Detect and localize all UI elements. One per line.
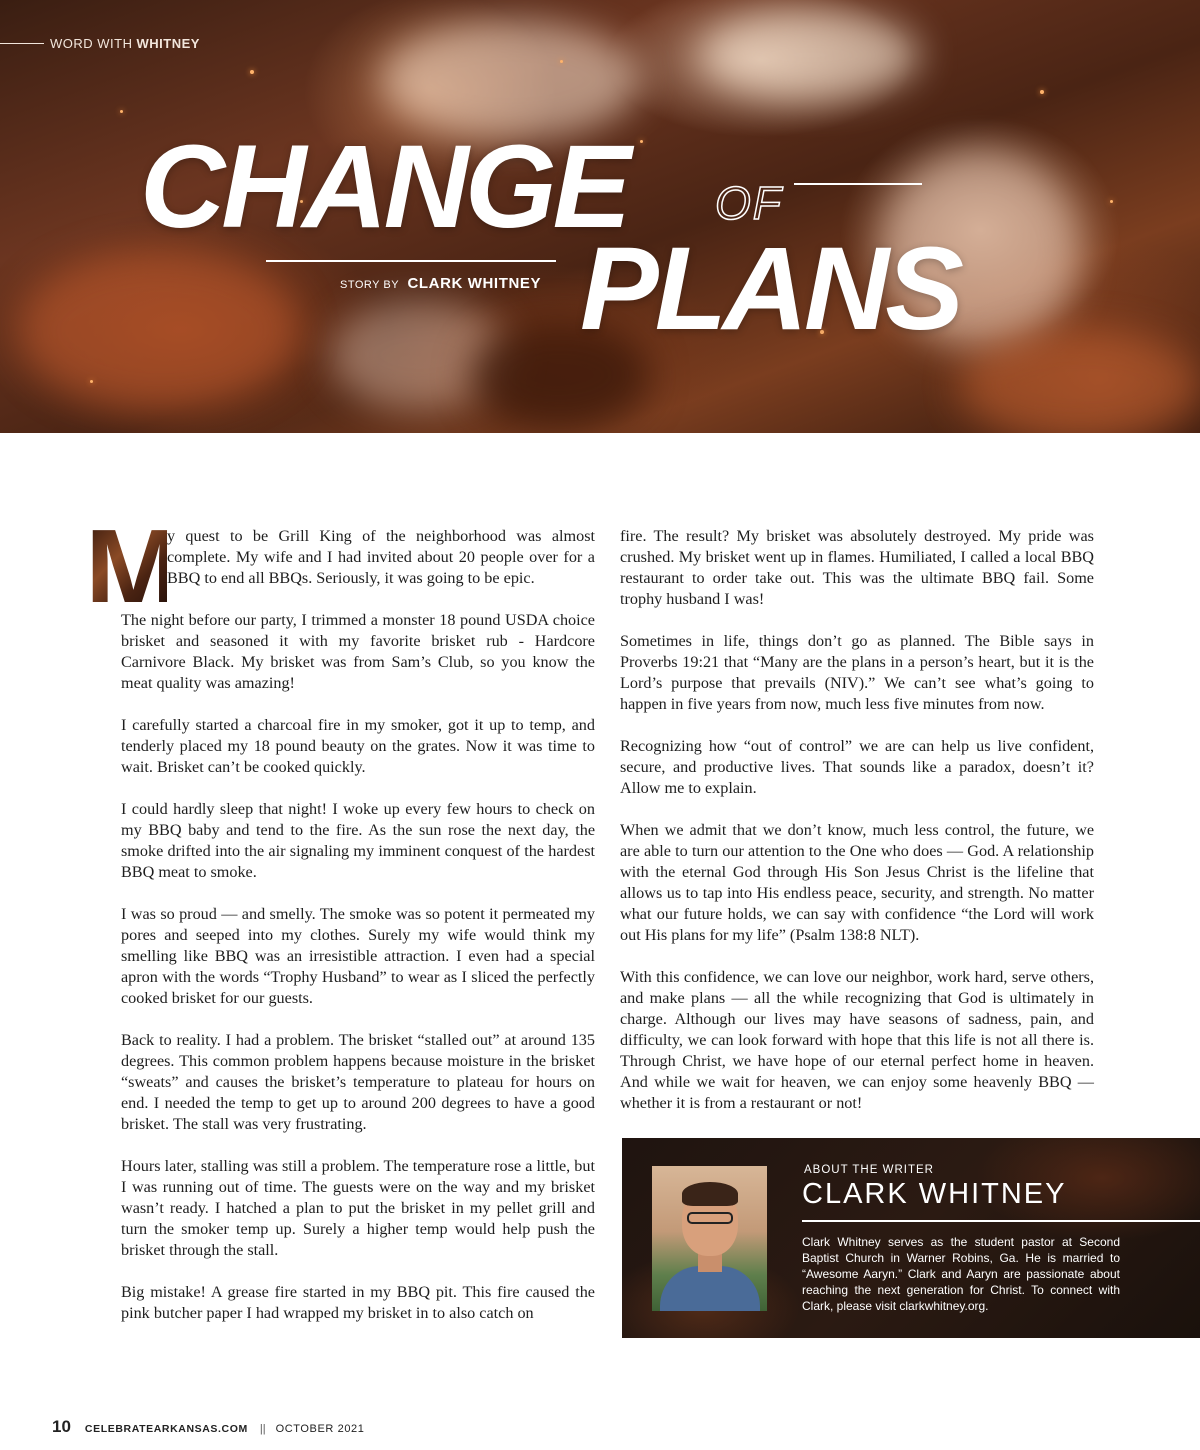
article-paragraph: I carefully started a charcoal fire in my smoker, got it up to temp, and tenderly placed my 18 pound beauty on the grates. Now it was time to wait. Brisket can’t be cooked quickly. bbox=[121, 716, 595, 776]
article-paragraph: When we admit that we don’t know, much less control, the future, we are able to turn our attention to the One who does — God. A relationship with the eternal God through His Son Jesus Christ is the lifeline that allows us to tap into His endless peace, security, and strength. No matter what our future holds, we can say with confidence “the Lord will work out His plans for my life” (Psalm 138:8 NLT). bbox=[620, 821, 1094, 944]
footer-separator: || bbox=[259, 1423, 266, 1435]
about-writer-bio: Clark Whitney serves as the student pastor at Second Baptist Church in Warner Robins, Ga. He is married to “Awesome Aaryn.” Clark and Aaryn are passionate about reaching the next generation for Christ. To connect with Clark, please visit clarkwhitney.org. bbox=[802, 1235, 1120, 1313]
byline-author: CLARK WHITNEY bbox=[407, 275, 542, 292]
article-paragraph: Back to reality. I had a problem. The brisket “stalled out” at around 135 degrees. This common problem happens because moisture in the brisket “sweats” and causes the brisket’s temperature to plateau for hours on end. I needed the temp to get up to around 200 degrees to have a good brisket. The stall was very frustrating. bbox=[121, 1031, 595, 1133]
about-writer-label: ABOUT THE WRITER bbox=[804, 1164, 934, 1176]
article-paragraph: fire. The result? My brisket was absolutely destroyed. My pride was crushed. My brisket went up in flames. Humiliated, I called a local BBQ restaurant to order take out. This was the ultimate BBQ fail. Some trophy husband I was! bbox=[620, 527, 1094, 608]
section-tag bbox=[0, 36, 200, 50]
section-tag-light: WORD WITH bbox=[50, 35, 133, 51]
byline bbox=[340, 275, 541, 293]
section-tag-rule bbox=[0, 43, 44, 44]
article-paragraph: The night before our party, I trimmed a monster 18 pound USDA choice brisket and seasoned it with my favorite brisket rub - Hardcore Carnivore Black. My brisket was from Sam’s Club, so you know the meat quality was amazing! bbox=[121, 611, 595, 692]
article-paragraph: Big mistake! A grease fire started in my BBQ pit. This fire caused the pink butcher paper I had wrapped my brisket in to also catch on bbox=[121, 1283, 595, 1322]
article-column-left bbox=[85, 505, 595, 1345]
author-photo bbox=[652, 1166, 767, 1311]
article-paragraph: Recognizing how “out of control” we are can help us live confident, secure, and productive lives. That sounds like a paradox, doesn’t it? Allow me to explain. bbox=[620, 737, 1094, 797]
drop-cap: M bbox=[85, 505, 178, 635]
article-paragraph bbox=[85, 505, 595, 635]
title-of-rule bbox=[794, 183, 922, 185]
title-line-1: CHANGE bbox=[140, 121, 628, 253]
byline-rule bbox=[266, 260, 556, 262]
about-writer-rule bbox=[802, 1220, 1200, 1222]
article-paragraph: Hours later, stalling was still a problem. The temperature rose a little, but I was running out of time. The guests were on the way and my brisket wasn’t ready. I hatched a plan to put the brisket in my pellet grill and turn the smoker temp up. Surely a higher temp would help push the brisket through the stall. bbox=[121, 1157, 595, 1259]
about-writer-box bbox=[622, 1138, 1200, 1338]
article-column-right bbox=[620, 526, 1094, 1135]
page-number: 10 bbox=[52, 1417, 71, 1436]
byline-prefix: STORY BY bbox=[340, 279, 400, 291]
title-line-2: PLANS bbox=[580, 223, 960, 355]
footer-line bbox=[52, 1417, 364, 1437]
site-name: CELEBRATEARKANSAS.COM bbox=[84, 1423, 248, 1435]
article-paragraph: I was so proud — and smelly. The smoke was so potent it permeated my pores and seeped into my clothes. Surely my wife would think my smelling like BBQ was an irresistible attraction. I even had a special apron with the words “Trophy Husband” to wear as I sliced the perfectly cooked brisket for our guests. bbox=[121, 905, 595, 1007]
issue-date: OCTOBER 2021 bbox=[275, 1423, 365, 1435]
article-paragraph: I could hardly sleep that night! I woke up every few hours to check on my BBQ baby and tend to the fire. As the sun rose the next day, the smoke drifted into the air signaling my imminent conquest of the hardest BBQ meat to smoke. bbox=[121, 800, 595, 881]
hero-fire-image bbox=[0, 0, 1200, 433]
paragraph-text: y quest to be Grill King of the neighborhood was almost complete. My wife and I had invited about 20 people over for a BBQ to end all BBQs. Seriously, it was going to be epic. bbox=[167, 527, 595, 587]
article-paragraph: With this confidence, we can love our neighbor, work hard, serve others, and make plans — all the while recognizing that God is ultimately in charge. Although our lives may have seasons of sadness, pain, and difficulty, we can look forward with hope that this life is not all there is. Through Christ, we have hope of our eternal perfect home in heaven. And while we wait for heaven, we can enjoy some heavenly BBQ — whether it is from a restaurant or not! bbox=[620, 968, 1094, 1112]
title-of: OF bbox=[715, 177, 783, 229]
section-tag-bold: WHITNEY bbox=[136, 35, 200, 51]
about-writer-name: CLARK WHITNEY bbox=[802, 1178, 1067, 1210]
article-paragraph: Sometimes in life, things don’t go as planned. The Bible says in Proverbs 19:21 that “Many are the plans in a person’s heart, but it is the Lord’s purpose that prevails (NIV).” We can’t see what’s going to happen in five years from now, much less five minutes from now. bbox=[620, 632, 1094, 713]
